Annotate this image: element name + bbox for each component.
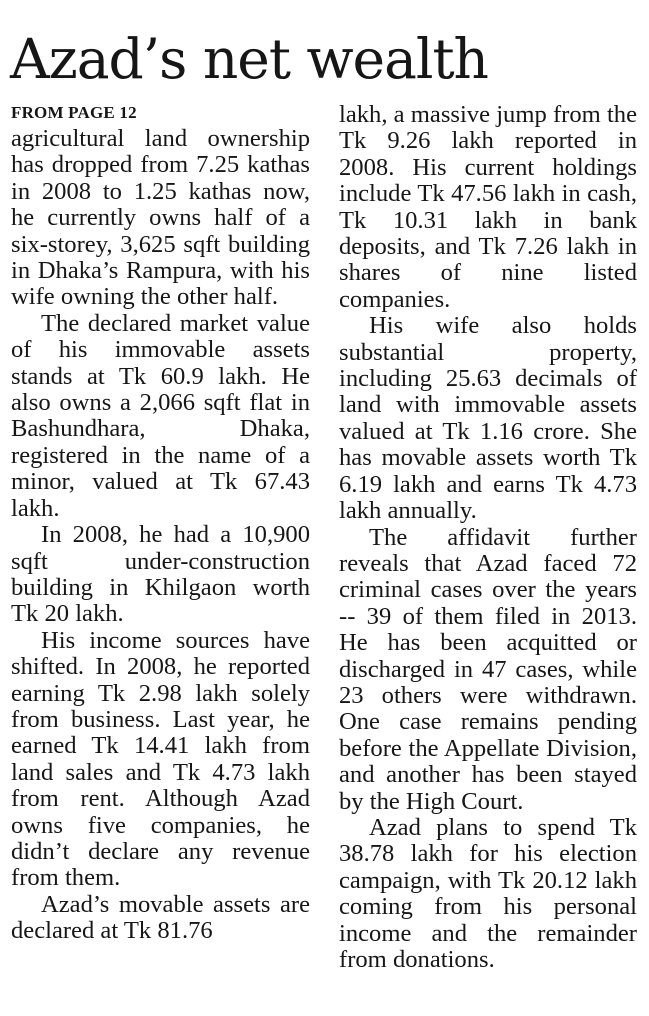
paragraph-continued: lakh, a massive jump from the Tk 9.26 lakh reported in 2008. His current holdings include Tk 47.56 lakh in cash, Tk 10.31 lakh in bank deposits, and Tk 7.26 lakh in shares of nine listed companies. [339, 101, 637, 313]
paragraph: In 2008, he had a 10,900 sqft under-construction building in Khilgaon worth Tk 20 lakh. [11, 521, 310, 628]
continuation-kicker: FROM PAGE 12 [11, 103, 137, 122]
paragraph: The declared market value of his immovable assets stands at Tk 60.9 lakh. He also owns a 2,066 sqft flat in Bashundhara, Dhaka, registered in the name of a minor, valued at Tk 67.43 lakh. [11, 309, 310, 522]
article-column-left [11, 100, 310, 945]
paragraph: The affidavit further reveals that Azad faced 72 criminal cases over the years -- 39 of them filed in 2013. He has been acquitted or discharged in 47 cases, while 23 others were withdrawn. One case remains pending before the Appellate Division, and another has been stayed by the High Court. [339, 523, 637, 815]
paragraph: Azad plans to spend Tk 38.78 lakh for his election campaign, with Tk 20.12 lakh coming from his personal income and the remainder from donations. [339, 813, 637, 973]
paragraph: His income sources have shifted. In 2008, he reported earning Tk 2.98 lakh solely from business. Last year, he earned Tk 14.41 lakh from land sales and Tk 4.73 lakh from rent. Although Azad owns five companies, he didn’t declare any revenue from them. [11, 626, 310, 892]
headline: Azad’s net wealth [10, 27, 488, 91]
paragraph: agricultural land ownership has dropped from 7.25 kathas in 2008 to 1.25 kathas now, he currently owns half of a six-storey, 3,625 sqft building in Dhaka’s Rampura, with his wife owning the other half. [11, 125, 310, 311]
paragraph: His wife also holds substantial property, including 25.63 decimals of land with immovable assets valued at Tk 1.16 crore. She has movable assets worth Tk 6.19 lakh and earns Tk 4.73 lakh annually. [339, 312, 637, 525]
article-column-right [339, 102, 637, 973]
paragraph: Azad’s movable assets are declared at Tk 81.76 [11, 890, 310, 945]
